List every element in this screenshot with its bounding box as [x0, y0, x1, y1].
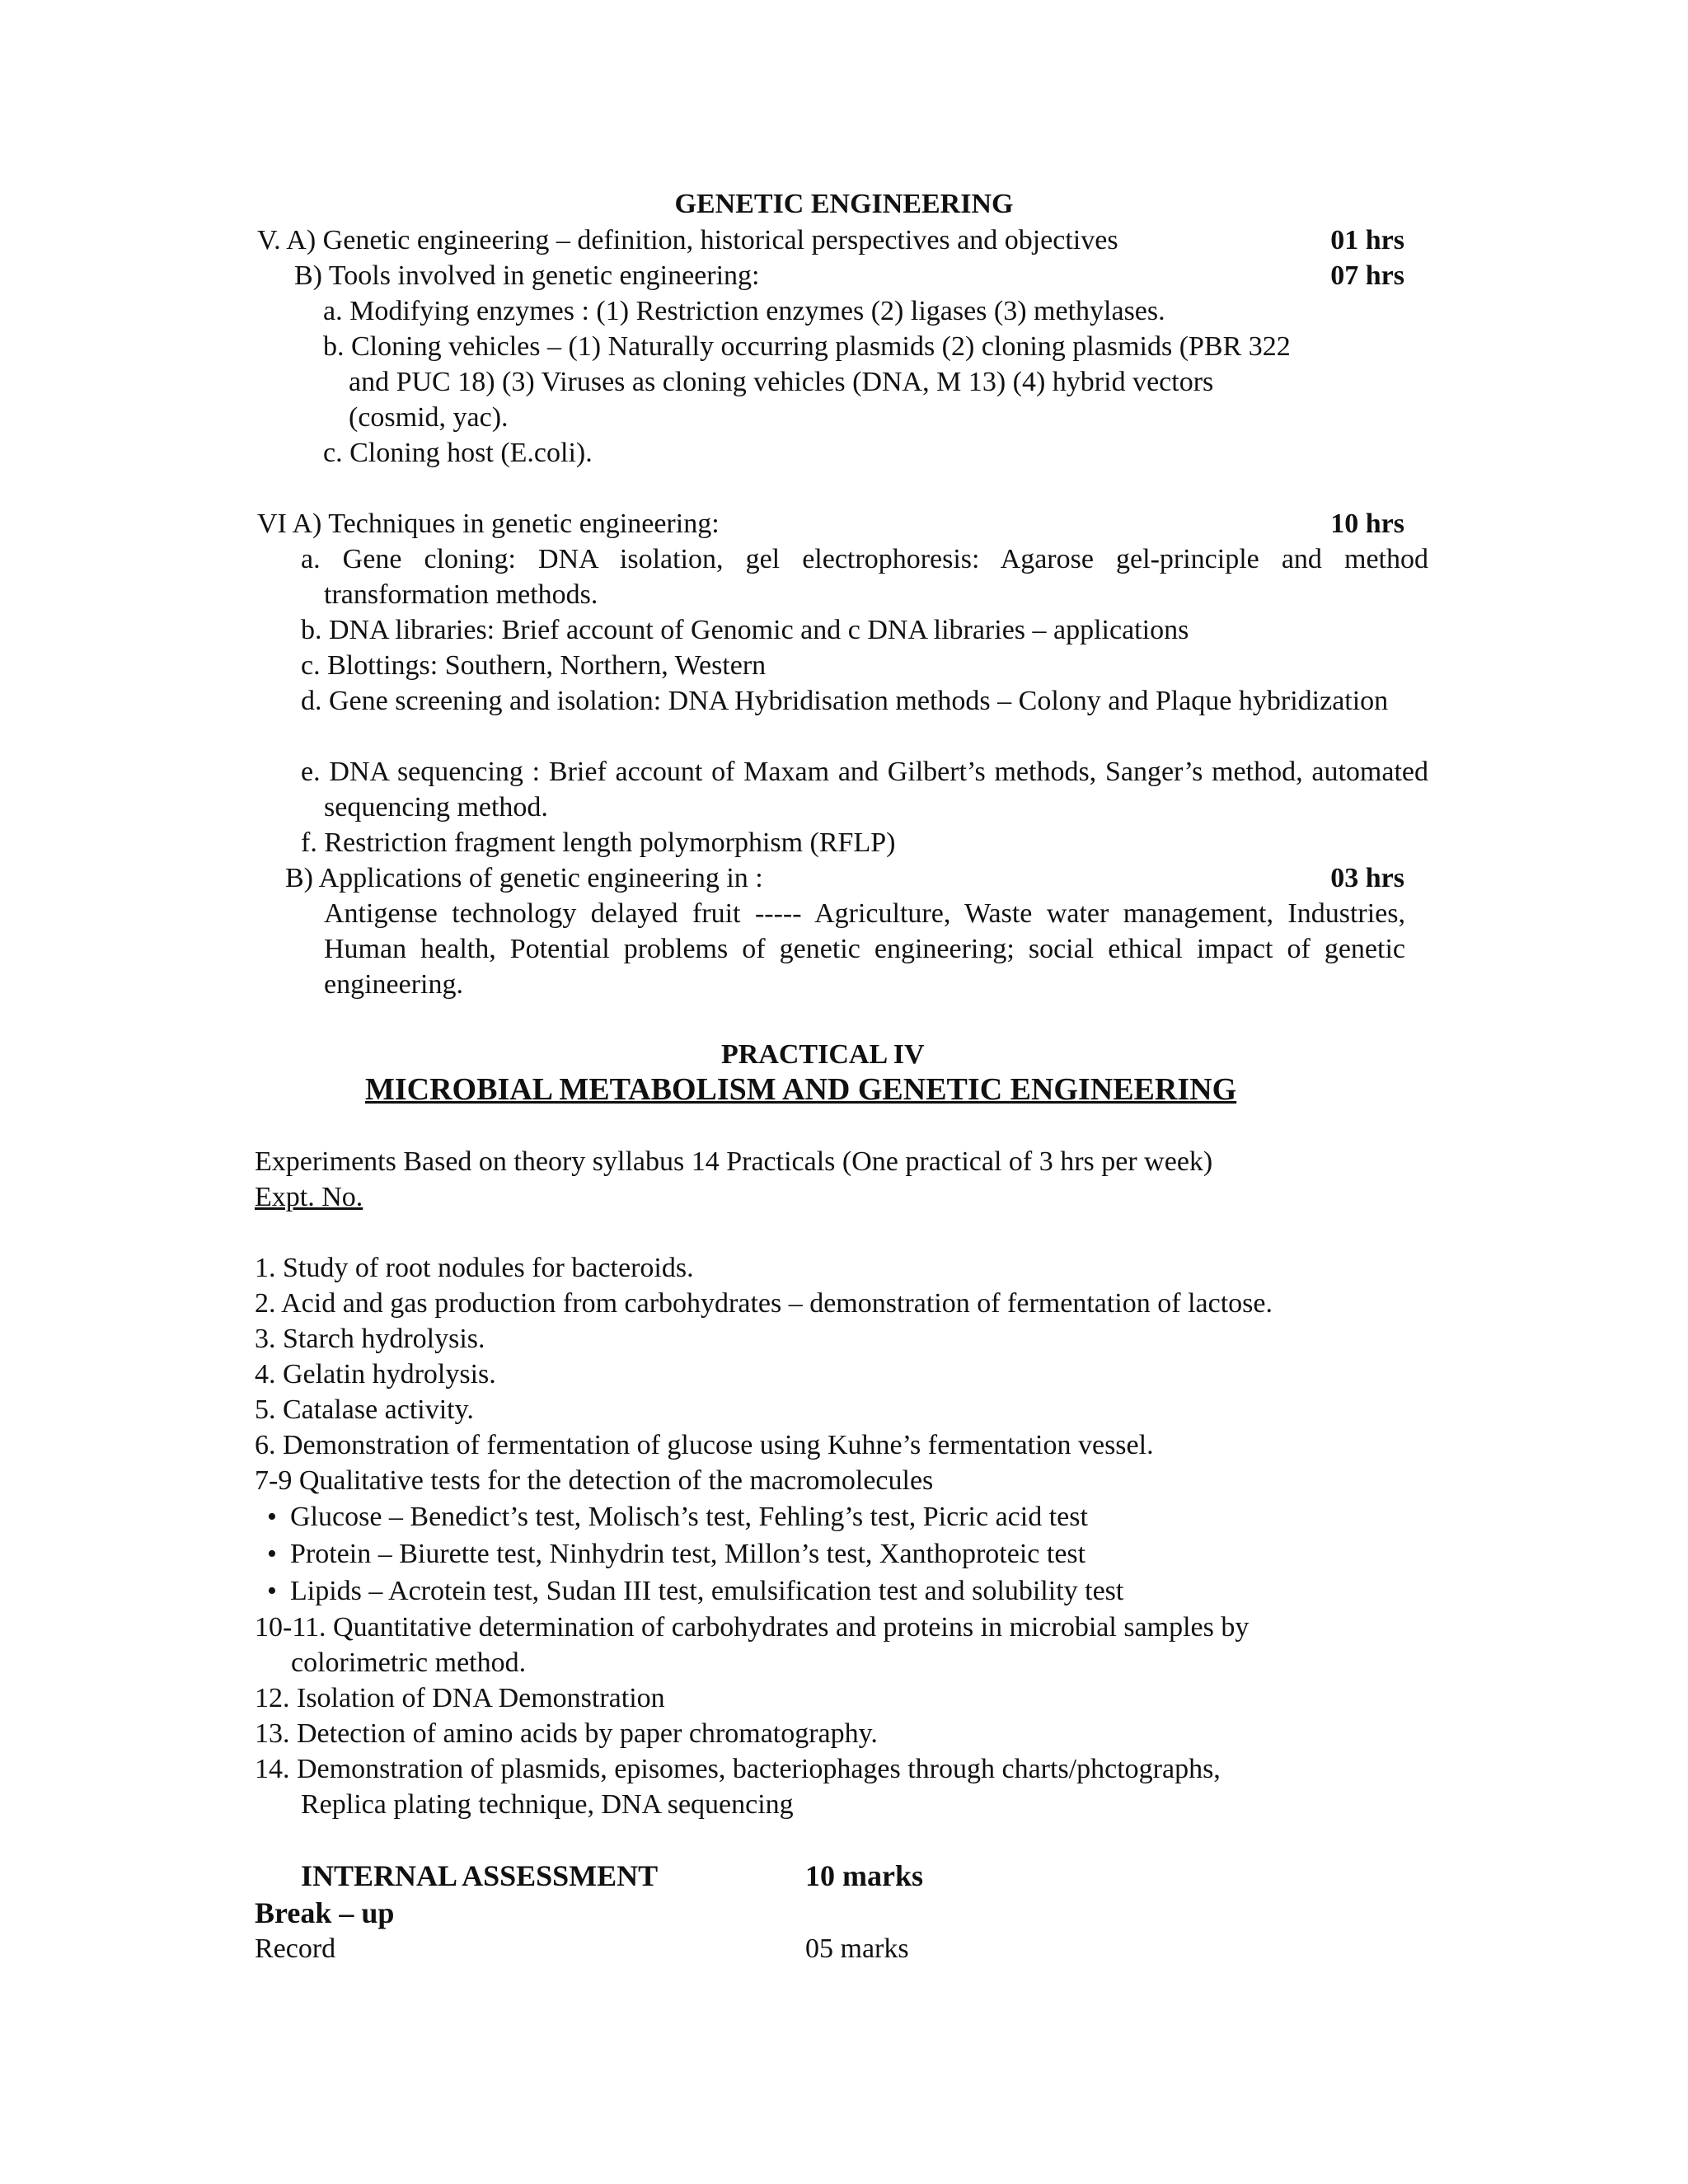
expt-item: 12. Isolation of DNA Demonstration: [255, 1683, 665, 1713]
unit-vi-a-item-d: d. Gene screening and isolation: DNA Hybridisation methods – Colony and Plaque hybridization: [301, 686, 1389, 716]
assessment-title: INTERNAL ASSESSMENT: [301, 1859, 659, 1892]
expt-item: 1. Study of root nodules for bacteroids.: [255, 1253, 694, 1283]
bullet-item: • Lipids – Acrotein test, Sudan III test, emulsification test and solubility test: [267, 1573, 1123, 1609]
unit-vi-a-item-a: a. Gene cloning: DNA isolation, gel electrophoresis: Agarose gel-principle and method transformation methods.: [301, 544, 1428, 610]
unit-vi-a-item-b: b. DNA libraries: Brief account of Genomic and c DNA libraries – applications: [301, 615, 1189, 645]
assessment-marks: 10 marks: [805, 1859, 923, 1892]
expt-item-cont: Replica plating technique, DNA sequencing: [301, 1789, 794, 1820]
record-label: Record: [255, 1933, 336, 1964]
expt-item: 5. Catalase activity.: [255, 1394, 474, 1425]
unit-vi-a-item-e: e. DNA sequencing : Brief account of Maxam and Gilbert’s methods, Sanger’s method, automated sequencing method.: [301, 757, 1428, 823]
bullet-item: • Glucose – Benedict’s test, Molisch’s test, Fehling’s test, Picric acid test: [267, 1499, 1088, 1535]
practical-intro: Experiments Based on theory syllabus 14 Practicals (One practical of 3 hrs per week): [255, 1146, 1213, 1177]
unit-vi-b-hours: 03 hrs: [1330, 863, 1404, 893]
unit-v-b-item-c: c. Cloning host (E.coli).: [323, 438, 593, 468]
expt-item: 4. Gelatin hydrolysis.: [255, 1359, 496, 1390]
expt-item: 10-11. Quantitative determination of carbohydrates and proteins in microbial samples by: [255, 1612, 1250, 1643]
bullet-icon: •: [267, 1539, 277, 1569]
bullet-icon: •: [267, 1502, 277, 1532]
practical-label: PRACTICAL IV: [721, 1039, 925, 1070]
expt-item: 13. Detection of amino acids by paper chromatography.: [255, 1718, 878, 1749]
bullet-item: • Protein – Biurette test, Ninhydrin test, Millon’s test, Xanthoproteic test: [267, 1536, 1085, 1572]
unit-v-b-hours: 07 hrs: [1330, 260, 1404, 291]
unit-v-b-item-b: b. Cloning vehicles – (1) Naturally occurring plasmids (2) cloning plasmids (PBR 322: [323, 331, 1291, 362]
record-marks: 05 marks: [805, 1933, 909, 1964]
expt-item-cont: colorimetric method.: [291, 1647, 527, 1678]
bullet-icon: •: [267, 1576, 277, 1606]
unit-vi-a: VI A) Techniques in genetic engineering:: [257, 509, 720, 539]
unit-vi-a-item-f: f. Restriction fragment length polymorphism (RFLP): [301, 827, 896, 858]
expt-item: 7-9 Qualitative tests for the detection of the macromolecules: [255, 1465, 934, 1496]
unit-vi-b: B) Applications of genetic engineering in :: [285, 863, 763, 893]
unit-v-a-hours: 01 hrs: [1330, 225, 1404, 255]
unit-vi-a-item-c: c. Blottings: Southern, Northern, Western: [301, 650, 767, 681]
unit-vi-a-hours: 10 hrs: [1330, 509, 1404, 539]
section-title: GENETIC ENGINEERING: [674, 189, 1014, 219]
expt-item: 14. Demonstration of plasmids, episomes, bacteriophages through charts/phctographs,: [255, 1754, 1221, 1784]
unit-v-b-item-b-cont: and PUC 18) (3) Viruses as cloning vehicles (DNA, M 13) (4) hybrid vectors: [349, 367, 1214, 397]
unit-v-a: V. A) Genetic engineering – definition, historical perspectives and objectives: [257, 225, 1118, 255]
expt-item: 3. Starch hydrolysis.: [255, 1324, 485, 1354]
unit-v-b-item-a: a. Modifying enzymes : (1) Restriction enzymes (2) ligases (3) methylases.: [323, 296, 1165, 326]
breakup-heading: Break – up: [255, 1896, 395, 1929]
unit-v-b-item-b-cont2: (cosmid, yac).: [349, 402, 509, 433]
expt-no-heading: Expt. No.: [255, 1182, 363, 1212]
expt-item: 2. Acid and gas production from carbohydrates – demonstration of fermentation of lactose.: [255, 1288, 1273, 1319]
unit-v-b: B) Tools involved in genetic engineering:: [294, 260, 760, 291]
expt-item: 6. Demonstration of fermentation of glucose using Kuhne’s fermentation vessel.: [255, 1430, 1154, 1460]
unit-vi-b-text: Antigense technology delayed fruit ----- Agriculture, Waste water management, Industries, Human health, Potential problems of genetic engineering; social ethical impact of genetic engineering.: [324, 898, 1405, 1000]
practical-title: MICROBIAL METABOLISM AND GENETIC ENGINEERING: [365, 1072, 1237, 1107]
